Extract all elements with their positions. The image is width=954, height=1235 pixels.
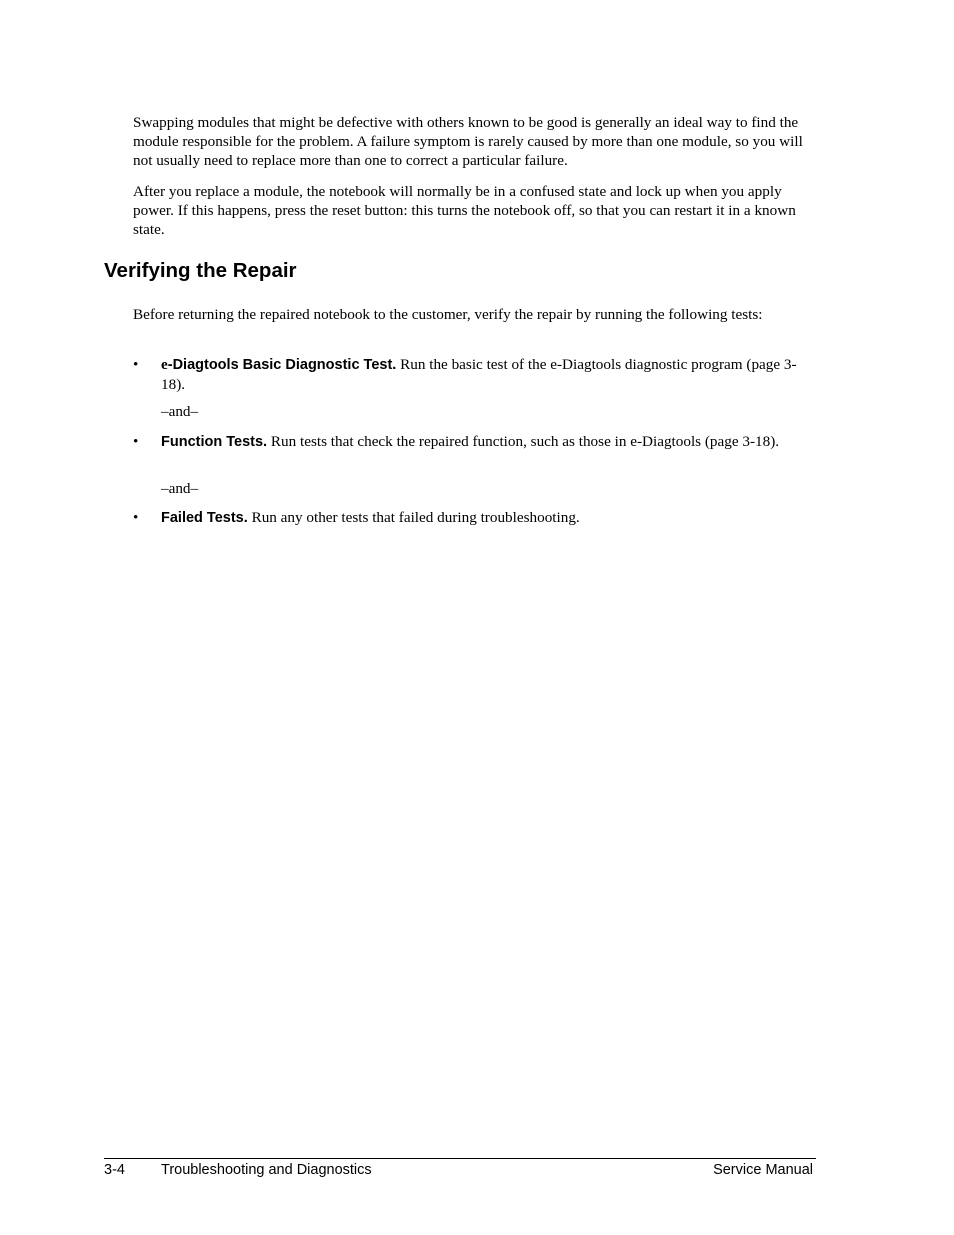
footer-divider <box>104 1158 816 1159</box>
list-item-lead-prefix: e <box>161 356 168 373</box>
list-item-lead: -Diagtools Basic Diagnostic Test. <box>167 357 397 373</box>
list-item-text <box>161 508 811 528</box>
and-separator: –and– <box>161 403 199 420</box>
list-item-lead: Function Tests. <box>161 434 268 450</box>
list-item-text <box>161 355 811 394</box>
footer-page-number: 3-4 <box>104 1162 125 1178</box>
list-item-body: Run any other tests that failed during troubleshooting. <box>247 509 580 526</box>
and-separator: –and– <box>161 480 199 497</box>
section-heading: Verifying the Repair <box>104 259 297 282</box>
list-item-text <box>161 432 811 452</box>
list-item-body: Run tests that check the repaired function, such as those in e-Diagtools (page 3-18). <box>267 433 780 450</box>
bullet-icon: • <box>133 356 139 373</box>
paragraph-after-replace: After you replace a module, the notebook will normally be in a confused state and lock up when you apply power. If this happens, press the reset button: this turns the notebook off, so that you can restart it in a known state. <box>133 183 796 238</box>
list-item-lead: Failed Tests. <box>161 510 248 526</box>
paragraph-swapping-modules: Swapping modules that might be defective with others known to be good is generally an ideal way to find the module responsible for the problem. A failure symptom is rarely caused by more than one module, so you will not usually need to replace more than one to correct a particular failure. <box>133 114 803 169</box>
bullet-icon: • <box>133 433 139 450</box>
footer-chapter-title: Troubleshooting and Diagnostics <box>161 1162 372 1178</box>
list-item-body: Run the basic test of the e-Diagtools diagnostic program (page 3-18). <box>161 356 797 393</box>
section-intro: Before returning the repaired notebook to the customer, verify the repair by running the following tests: <box>133 306 763 323</box>
bullet-icon: • <box>133 509 139 526</box>
footer-manual-title: Service Manual <box>713 1162 813 1178</box>
